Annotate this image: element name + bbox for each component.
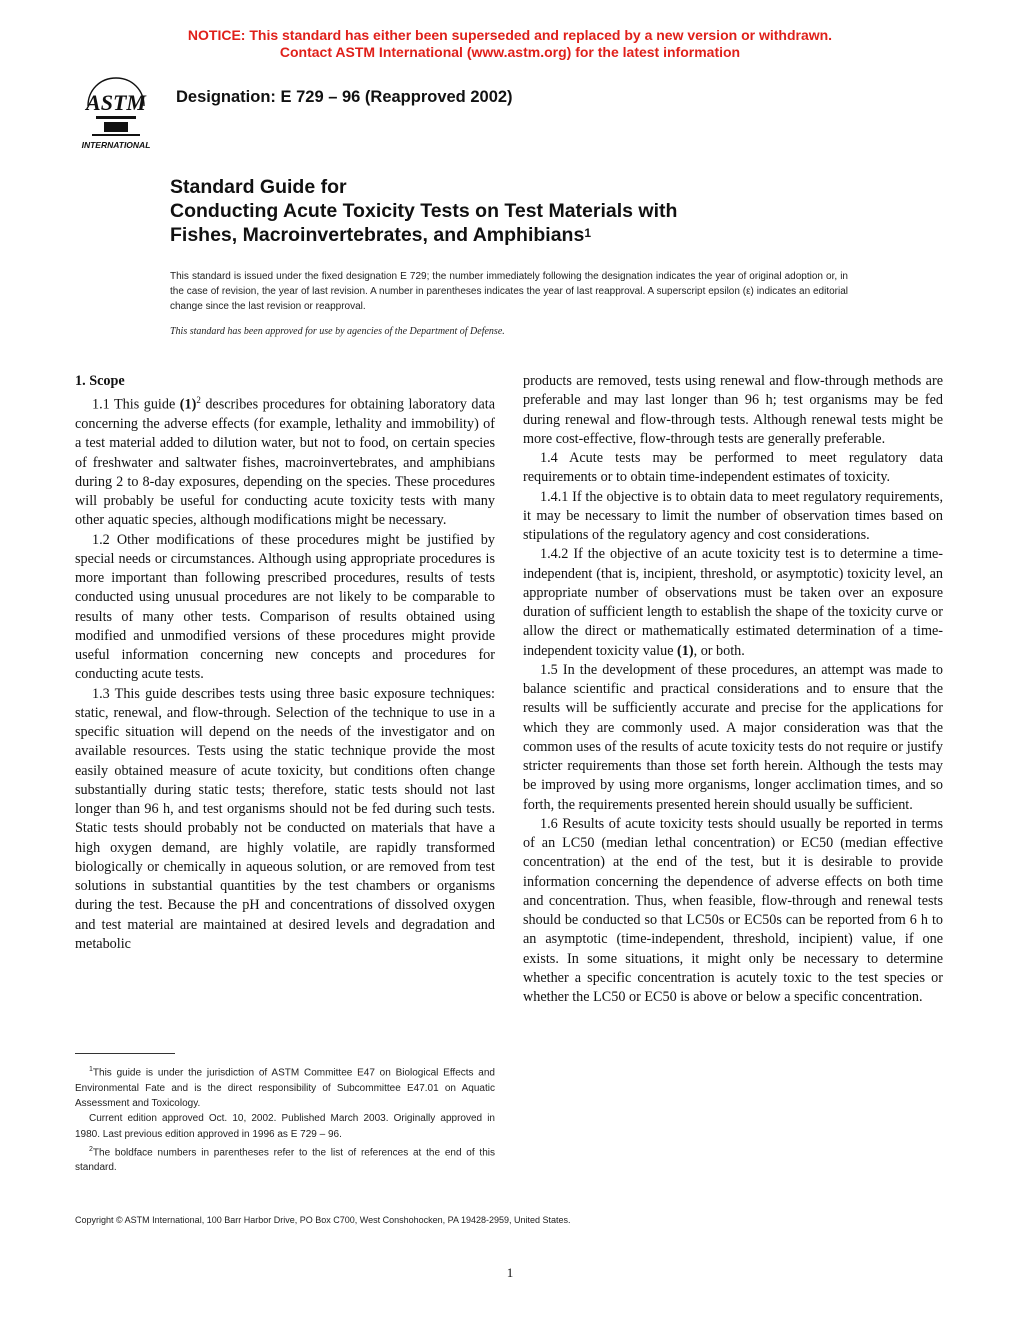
paragraph-1-3-continued: products are removed, tests using renewal and flow-through methods are preferable and may last longer than 96 h; test organisms may be fed during renewal and flow-through tests. Although renewal tests might be more cost-effective, flow-through tests are generally preferable. xyxy=(523,373,943,447)
title-footnote-mark: 1 xyxy=(584,226,591,240)
footnote-1: $^1$This guide is under the jurisdiction of ASTM Committee E47 on Biological Effects and Environmental Fate and is the direct responsibility of Subcommittee E47.01 on Aquatic Assessment and Toxicology. xyxy=(75,1066,495,1109)
title-line-1: Standard Guide for xyxy=(170,176,347,198)
footnotes xyxy=(75,1062,495,1176)
title-line-2: Conducting Acute Toxicity Tests on Test Materials with xyxy=(170,200,678,222)
notice-line-1: NOTICE: This standard has either been superseded and replaced by a new version or withdrawn. xyxy=(187,27,833,43)
page-number: 1 xyxy=(506,1265,514,1280)
notice-line-2: Contact ASTM International (www.astm.org) for the latest information xyxy=(279,44,741,60)
logo-text: ASTM xyxy=(86,90,146,115)
approved-note: This standard has been approved for use by agencies of the Department of Defense. xyxy=(170,326,505,337)
withdrawal-notice xyxy=(0,27,1020,61)
paragraph-1-4-2: 1.4.2 If the objective of an acute toxicity test is to determine a time-independent (that is, incipient, threshold, or asymptotic) toxicity level, an appropriate number of observations must be taken over an exposure duration of sufficient length to establish the shape of the toxicity curve or allow the direct or mathematically estimated determination of a time-independent toxicity value (1), or both. xyxy=(523,546,943,659)
paragraph-1-3: 1.3 This guide describes tests using three basic exposure techniques: static, renewal, and flow-through. Selection of the technique to use in a specific situation will depend on the needs of the investigator and on available resources. Tests using the static technique provide the most easily obtained measure of acute toxicity, but conditions often change substantially during static tests; therefore, static tests should not last longer than 96 h, and test organisms should not be fed during such tests. Static tests should probably not be conducted on materials that have a high oxygen demand, are highly volatile, are rapidly transformed biologically or chemically in aqueous solution, or are removed from test solutions in substantial quantities by the test chambers or organisms during the test. Because the pH and concentrations of dissolved oxygen and test material are maintained at desired levels and degradation and metabolic xyxy=(75,685,495,952)
left-column xyxy=(75,372,495,954)
title-line-3: Fishes, Macroinvertebrates, and Amphibians$^1$ xyxy=(170,224,591,246)
paragraph-1-6: 1.6 Results of acute toxicity tests should usually be reported in terms of an LC50 (median lethal concentration) or EC50 (median effective concentration) at the end of the test, but it is desirable to provide information concerning the dependence of adverse effects on both time and concentration. Thus, when feasible, flow-through and renewal tests should be conducted so that LC50s or EC50s can be reported from 6 h to an asymptotic (time-independent, threshold, incipient) value, if one exists. In some situations, it might only be necessary to determine whether a specific concentration is acutely toxic to the test species or whether the LC50 or EC50 is above or below a specific concentration. xyxy=(523,815,943,1005)
footnote-2: $^2$The boldface numbers in parentheses refer to the list of references at the end of this standard. xyxy=(75,1145,495,1174)
paragraph-1-2: 1.2 Other modifications of these procedures might be justified by special needs or circumstances. Although using appropriate procedures is more important than following prescribed procedures, results of tests conducted using unusual procedures are not likely to be comparable to results of many other tests. Comparison of results obtained using modified and unmodified versions of these procedures might provide useful information concerning new concepts and procedures for conducting acute tests. xyxy=(75,531,495,683)
paragraph-1-5: 1.5 In the development of these procedures, an attempt was made to balance scientific and practical considerations and to ensure that the results will be sufficiently accurate and precise for the applications for which they are commonly used. A major consideration was that the common uses of the results of acute toxicity tests do not require or justify stricter requirements than those set forth herein. Although the tests may be improved by using more organisms, longer acclimation times, and so forth, the requirements presented herein should usually be sufficient. xyxy=(523,661,943,813)
designation: Designation: E 729 – 96 (Reapproved 2002) xyxy=(176,88,513,106)
copyright: Copyright © ASTM International, 100 Barr Harbor Drive, PO Box C700, West Conshohocken, PA 19428-2959, United States. xyxy=(75,1215,571,1225)
right-column xyxy=(523,372,943,1007)
footnote-1-edition: Current edition approved Oct. 10, 2002. Published March 2003. Originally approved in 1980. Last previous edition approved in 1996 as E 729 – 96. xyxy=(75,1113,495,1140)
issued-note: This standard is issued under the fixed designation E 729; the number immediately following the designation indicates the year of original adoption or, in the case of revision, the year of last revision. A number in parentheses indicates the year of last reapproval. A superscript epsilon (ε) indicates an editorial change since the last revision or reapproval. xyxy=(170,271,848,312)
astm-logo xyxy=(70,70,162,154)
document-title xyxy=(170,175,677,247)
section-heading: 1. Scope xyxy=(75,373,125,389)
logo-subtext: INTERNATIONAL xyxy=(81,140,151,150)
paragraph-1-4: 1.4 Acute tests may be performed to meet regulatory data requirements or to obtain time-independent estimates of toxicity. xyxy=(523,450,943,486)
footnote-divider xyxy=(75,1053,175,1054)
paragraph-1-1: 1.1 This guide $(1)^2$ describes procedures for obtaining laboratory data concerning the adverse effects (for example, lethality and immobility) of a test material added to dilution water, but not to food, on certain species of freshwater and saltwater fishes, macroinvertebrates, and amphibians during 2 to 8-day exposures, depending on the species. These procedures will probably be useful for conducting acute toxicity tests with many other aquatic species, although modifications might be necessary. xyxy=(75,395,495,529)
paragraph-1-4-1: 1.4.1 If the objective is to obtain data to meet regulatory requirements, it may be necessary to limit the number of observation times based on stipulations of the regulatory agency and cost considerations. xyxy=(523,488,943,543)
